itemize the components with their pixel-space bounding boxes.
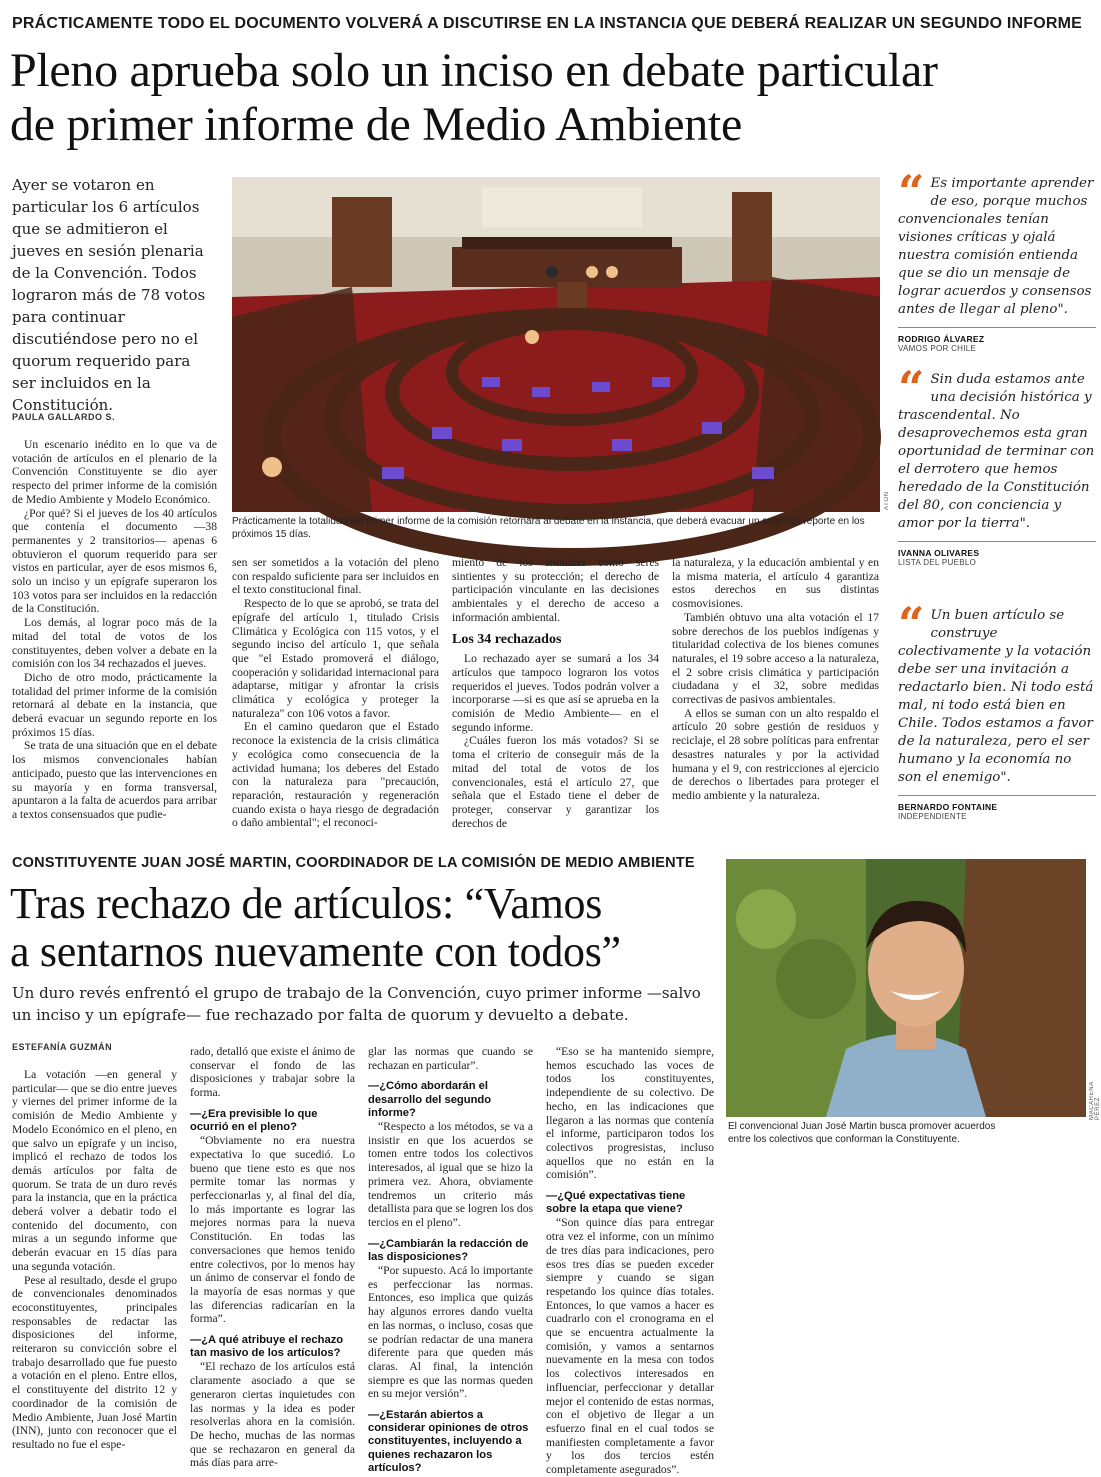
- quote-2-affiliation: LISTA DEL PUEBLO: [898, 558, 977, 567]
- article2-question-4: —¿Cambiarán la redacción de las disposiciones?: [368, 1237, 529, 1263]
- article1-col1-p4: Dicho de otro modo, prácticamente la totalidad del primer informe de la comisión retornará al debate en la instancia, que deberá evacuar un segundo reporte en los próximos 15 días.: [12, 670, 217, 739]
- article1-col4: [672, 556, 879, 803]
- article1-col3-p2: ¿Cuáles fueron los más votados? Si se toma el criterio de conseguir más de la mitad del total de votos de los convencionales, está el artículo 27, que señala que el Estado tiene el deber de proteger, conservar y garantizar los derechos de: [452, 734, 659, 830]
- article2-col4: [546, 1045, 714, 1477]
- article1-col2-p3: En el camino quedaron que el Estado reconoce la existencia de la crisis climática y ecológica como consecuencia de la actividad humana; los deberes del Estado con la naturaleza para "precaución, reparación, restauración y regeneración cuando exista o haya riesgo de degradación o daño ambiental"; el reconoci-: [232, 720, 439, 830]
- article2-col1: [12, 1068, 177, 1452]
- quote-3-divider: [898, 795, 1096, 796]
- article2-question-5: —¿Estarán abiertos a considerar opiniones de otros constituyentes, incluyendo a quienes rechazaron los artículos?: [368, 1409, 529, 1474]
- article2-answer-2: “El rechazo de los artículos está claramente asociado a que se generaron ciertas inquietudes con las normas y la idea es poder resolverlas ahora en la comisión. De hecho, muchas de las normas que se rechazaron en general da más días para arre-: [190, 1360, 355, 1470]
- article1-headline: [10, 44, 1095, 152]
- quote-1-divider: [898, 327, 1096, 328]
- quote-3-name: BERNARDO FONTAINE: [898, 802, 998, 812]
- article2-col2-intro: rado, detalló que existe el ánimo de conservar el fondo de las disposiciones y trabajar sobre la forma.: [190, 1045, 355, 1100]
- article2-answer-5: “Eso se ha mantenido siempre, hemos escuchado las voces de todos los constituyentes, independiente de su colectivo. De hecho, en las indicaciones que llegaron a las normas que contenía el informe, participaron todos los colectivos progresistas, incluso aquellos que no están en la comisión”.: [546, 1045, 714, 1182]
- convention-hall-illustration: [232, 177, 880, 512]
- quote-2-divider: [898, 541, 1096, 542]
- article1-col4-p3: A ellos se suman con un alto respaldo el artículo 20 sobre gestión de residuos y reciclaje, el 28 sobre políticas para enfrentar desastres naturales y por la actividad humana y el 9, con restricciones al ejercicio de derechos o libertades para proteger el medio ambiente y la naturaleza.: [672, 706, 879, 802]
- article1-lead: Ayer se votaron en particular los 6 artículos que se admitieron el jueves en sesión plenaria de la Convención. Todos lograron más de 78 votos para continuar discutiéndose pero no el quorum requerido para ser incluidos en la Constitución.: [12, 176, 206, 414]
- article1-col2-p1: sen ser sometidos a la votación del pleno con respaldo suficiente para ser incluidos en el texto constitucional final.: [232, 556, 439, 597]
- article2-photo-caption: El convencional Juan José Martin busca promover acuerdos entre los colectivos que conforman la Constituyente.: [728, 1121, 996, 1145]
- article2-col1-p2: Pese al resultado, desde el grupo de convencionales denominados ecoconstituyentes, principales responsables de redactar las disposiciones del informe, reiteraron su convicción sobre el trabajo desarrollado que fue puesto a votación en el pleno. Entre ellos, el constituyente del distrito 12 y coordinador de la comisión de Medio Ambiente, Juan José Martin (INN), junto con reconocer que el resultado no fue el espe-: [12, 1273, 177, 1451]
- quote-1-name: RODRIGO ÁLVAREZ: [898, 334, 985, 344]
- article2-answer-1: “Obviamente no era nuestra expectativa lo que sucedió. Lo bueno que tiene esto es que nos permite tomar las normas y perfeccionarlas y, al final del día, lo más importante es lograr las mejores normas para la nueva Constitución. En todas las conversaciones que hemos tenido entre colectivos, por lo menos hay un ánimo de conservar el fondo de la mayoría de esas normas y que las diferencias radicarían en la forma”.: [190, 1134, 355, 1326]
- article2-col3: [368, 1045, 533, 1475]
- quote-mark-icon: “: [898, 361, 925, 415]
- article1-kicker: PRÁCTICAMENTE TODO EL DOCUMENTO VOLVERÁ A DISCUTIRSE EN LA INSTANCIA QUE DEBERÁ REALIZAR UN SEGUNDO INFORME: [12, 15, 1083, 32]
- article1-col3-intro: miento de los animales como seres sintientes y su protección; el derecho de participación vinculante en las decisiones ambientales y el derecho de acceso a información ambiental.: [452, 556, 659, 624]
- quote-3-affiliation: INDEPENDIENTE: [898, 812, 967, 821]
- article2-answer-6: “Son quince días para entregar otra vez el informe, con un mínimo de tres días para indicaciones, pero esos tres días se pueden exceder siempre y cuando se sigan respetando los quince días totales. Entonces, lo que vamos a hacer es cuadrarlo con el cronograma en el que se encuentra actualmente la comisión, y vamos a sentarnos nuevamente en la mesa con todos los colectivos interesados en influenciar, perfeccionar y detallar mejor el contenido de estas normas, con el objetivo de llegar a un esfuerzo final en el cual todos se manifiesten completamente a favor y los dos tercios estén completamente asegurados”.: [546, 1216, 714, 1477]
- article2-photo-credit: MACARENA PÉREZ: [1089, 1081, 1101, 1120]
- quote-1: [898, 165, 1096, 353]
- article1-subhead: Los 34 rechazados: [452, 631, 562, 647]
- article2-headline-line2: a sentarnos nuevamente con todos”: [10, 927, 621, 976]
- quote-mark-icon: “: [898, 165, 925, 219]
- article1-col1-p2: ¿Por qué? Si el jueves de los 40 artículos que contenía el documento —38 permanentes y 2 transitorios— apenas 6 obtuvieron el quorum requerido para ser vistos en particular, ayer de esos mismos 6, solo un inciso y un epígrafe superaron los 103 votos para ser incluidos en la redacción de la Constitución.: [12, 506, 217, 616]
- article2-answer-4: “Por supuesto. Acá lo importante es perfeccionar las normas. Entonces, eso implica que quizás hay algunos errores dando vuelta en las normas, o incluso, cosas que se podrían redactar de una manera diferente para que queden más claras. Al final, la intención siempre es que las normas queden en su mejor versión”.: [368, 1264, 533, 1401]
- article2-headline-line1: Tras rechazo de artículos: “Vamos: [10, 879, 603, 928]
- quote-3-text: Un buen artículo se construye colectivamente y la votación debe ser una invitación a redactarlo bien. Ni todo está mal, ni todo está bien en Chile. Todos estamos a favor de la naturaleza, pero el ser humano y la economía no son el enemigo".: [898, 608, 1094, 785]
- article2-answer-3: “Respecto a los métodos, se va a insistir en que los acuerdos se tomen entre todos los colectivos interesados, al igual que se hizo la primera vez. Ahora, obviamente tendremos un criterio más detallista para que se logren los dos tercios en el pleno”.: [368, 1120, 533, 1229]
- article1-col4-p1: la naturaleza, y la educación ambiental y en la misma materia, el artículo 4 garantiza estos derechos en sus distintas cosmovisiones.: [672, 556, 879, 611]
- quote-1-text: Es importante aprender de eso, porque muchos convencionales tenían visiones críticas y ojalá nuestra comisión entienda que se dio un mensaje de lograr acuerdos y consensos antes de llegar al pleno".: [898, 176, 1094, 317]
- article1-col2: [232, 556, 439, 830]
- article1-col3-p1: Lo rechazado ayer se sumará a los 34 artículos que tampoco lograron los votos requeridos el jueves. Todos podrán volver a incorporarse —si es que así se aprueba en la comisión de Medio Ambiente— en el segundo informe.: [452, 652, 659, 734]
- quote-1-affiliation: VAMOS POR CHILE: [898, 344, 977, 353]
- quote-mark-icon: “: [898, 597, 925, 651]
- article1-col2-p2: Respecto de lo que se aprobó, se trata del epígrafe del artículo 1, titulado Crisis Climática y Ecológica con 115 votos, y el segundo inciso del artículo 1, que señala que "el Estado promoverá el diálogo, cooperación y solidaridad internacional para adaptarse, mitigar y afrontar la crisis climática y ecológica y proteger la naturaleza" con 106 votos a favor.: [232, 597, 439, 720]
- article1-photo-credit: ATON: [884, 491, 890, 510]
- article2-question-2: —¿A qué atribuye el rechazo tan masivo de los artículos?: [190, 1334, 344, 1360]
- article1-headline-line1: Pleno aprueba solo un inciso en debate particular: [10, 44, 938, 97]
- article2-question-6: —¿Qué expectativas tiene sobre la etapa que viene?: [546, 1190, 686, 1216]
- article2-col1-p1: La votación —en general y particular— que se dio entre jueves y viernes del primer informe de la comisión de Medio Ambiente y Modelo Económico en el pleno, en que salvo un epígrafe y un inciso, implicó el rechazo de todos los demás artículos por falta de quorum. Se trata de un duro revés para la instancia, que en la práctica deberá volver a debatir todo el contenido del documento, con miras a un segundo informe que deberán evacuar en 15 días para una segunda votación.: [12, 1068, 177, 1273]
- article2-photo: [726, 859, 1086, 1117]
- article1-col1-p3: Los demás, al lograr poco más de la mitad del total de votos de los constituyentes, deben volver a debate en la comisión con los 34 rechazados el jueves.: [12, 616, 217, 671]
- article2-col2: [190, 1045, 355, 1470]
- article1-photo: [232, 177, 880, 512]
- article2-lead: Un duro revés enfrentó el grupo de trabajo de la Convención, cuyo primer informe —salvo un inciso y un epígrafe— fue rechazado por falta de quorum y devuelto a debate.: [12, 984, 701, 1024]
- quote-3: [898, 597, 1096, 821]
- quote-2: [898, 361, 1096, 567]
- article2-question-3: —¿Cómo abordarán el desarrollo del segundo informe?: [368, 1080, 492, 1119]
- article1-col4-p2: También obtuvo una alta votación el 17 sobre derechos de los pueblos indígenas y titularidad colectiva de los bienes comunes naturales, el 19 sobre acceso a la naturaleza, el 2 sobre crisis climática y participación ciudadana y el 32, sobre medidas correctivas de pasivos ambientales.: [672, 610, 879, 707]
- article1-byline: PAULA GALLARDO S.: [12, 412, 115, 422]
- article2-question-1: —¿Era previsible lo que ocurrió en el pleno?: [190, 1107, 318, 1134]
- article1-photo-caption: Prácticamente la totalidad del primer informe de la comisión retornará al debate en la instancia, que deberá evacuar un segundo reporte en los próximos 15 días.: [232, 516, 865, 540]
- portrait-illustration: [726, 859, 1086, 1117]
- article1-col1-p1: Un escenario inédito en lo que va de votación de artículos en el plenario de la Convención Constituyente se dio ayer respecto del primer informe de la comisión de Medio Ambiente y Modelo Económico.: [12, 438, 217, 506]
- article2-byline: ESTEFANÍA GUZMÁN: [12, 1042, 113, 1052]
- article1-col1-p5: Se trata de una situación que en el debate los mismos convencionales habían anticipado, puesto que las intervenciones en su mayoría y en forma transversal, apuntaron a la falta de acuerdos para arribar a textos consensuados que pudie-: [12, 739, 217, 821]
- quote-2-name: IVANNA OLIVARES: [898, 548, 980, 558]
- article1-col3: [452, 556, 659, 830]
- article2-kicker: CONSTITUYENTE JUAN JOSÉ MARTIN, COORDINADOR DE LA COMISIÓN DE MEDIO AMBIENTE: [12, 855, 695, 871]
- quotes-sidebar: [898, 165, 1096, 821]
- article1-headline-line2: de primer informe de Medio Ambiente: [10, 98, 742, 151]
- article2-col3-intro: glar las normas que cuando se rechazan en particular”.: [368, 1045, 533, 1072]
- quote-2-text: Sin duda estamos ante una decisión histórica y trascendental. No desaprovechemos esta gran oportunidad de terminar con el derrotero que hemos heredado de la Constitución del 80, con conciencia y amor por la tierra".: [898, 372, 1095, 531]
- article1-col1: [12, 438, 217, 822]
- article2-headline: [10, 880, 720, 976]
